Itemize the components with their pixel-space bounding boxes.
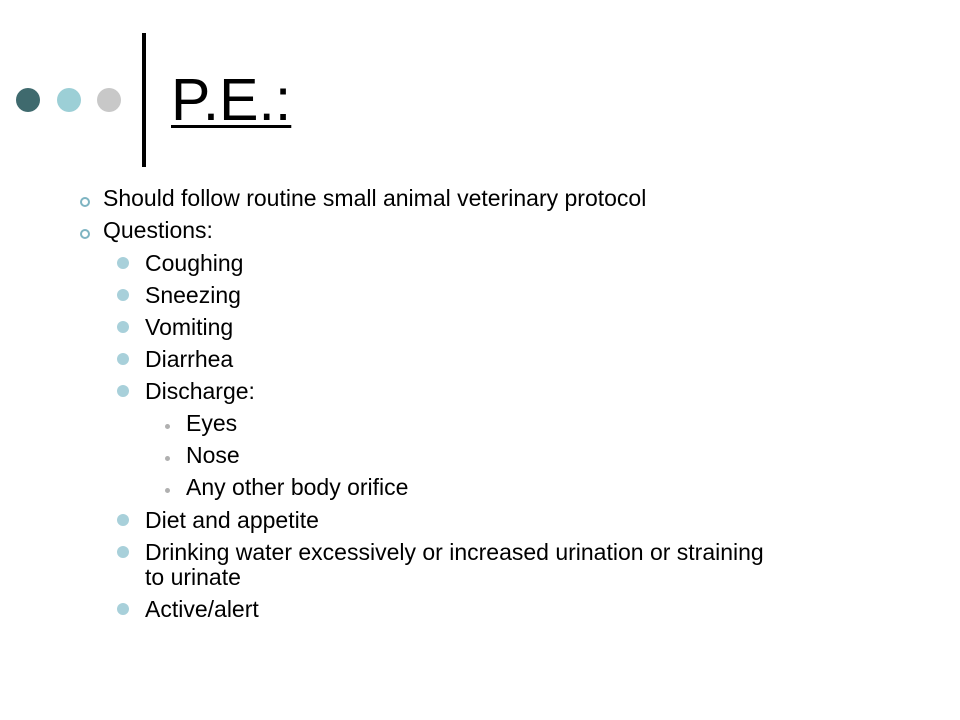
sub-bullet-item: Sneezing <box>145 282 241 308</box>
dot-bullet-icon <box>117 289 129 301</box>
dot-bullet-icon <box>117 546 129 558</box>
sub-bullet-item: Vomiting <box>145 314 234 340</box>
sub-bullet-item: Coughing <box>145 250 244 276</box>
dot-bullet-icon <box>117 257 129 269</box>
sub-bullet-item: Diet and appetite <box>145 507 319 533</box>
dot-bullet-icon <box>117 385 129 397</box>
sub-bullet-item <box>145 540 764 590</box>
dot-bullet-icon <box>117 603 129 615</box>
sub-sub-bullet-item: Any other body orifice <box>186 474 409 500</box>
small-dot-bullet-icon <box>165 488 170 493</box>
ring-bullet-icon <box>80 229 90 239</box>
sub-bullet-line: Drinking water excessively or increased urination or straining <box>145 539 764 565</box>
small-dot-bullet-icon <box>165 456 170 461</box>
slide-title: P.E.: <box>171 67 292 133</box>
small-dot-bullet-icon <box>165 424 170 429</box>
ring-bullet-icon <box>80 197 90 207</box>
bullet-item: Questions: <box>103 217 213 243</box>
sub-bullet-item: Diarrhea <box>145 346 234 372</box>
sub-sub-bullet-item: Nose <box>186 442 240 468</box>
sub-bullet-line: to urinate <box>145 564 241 590</box>
sub-bullet-item: Active/alert <box>145 596 259 622</box>
dot-bullet-icon <box>117 353 129 365</box>
sub-sub-bullet-item: Eyes <box>186 410 238 436</box>
bullet-item: Should follow routine small animal veterinary protocol <box>103 185 647 211</box>
dot-bullet-icon <box>117 321 129 333</box>
dot-bullet-icon <box>117 514 129 526</box>
sub-bullet-item: Discharge: <box>145 378 255 404</box>
